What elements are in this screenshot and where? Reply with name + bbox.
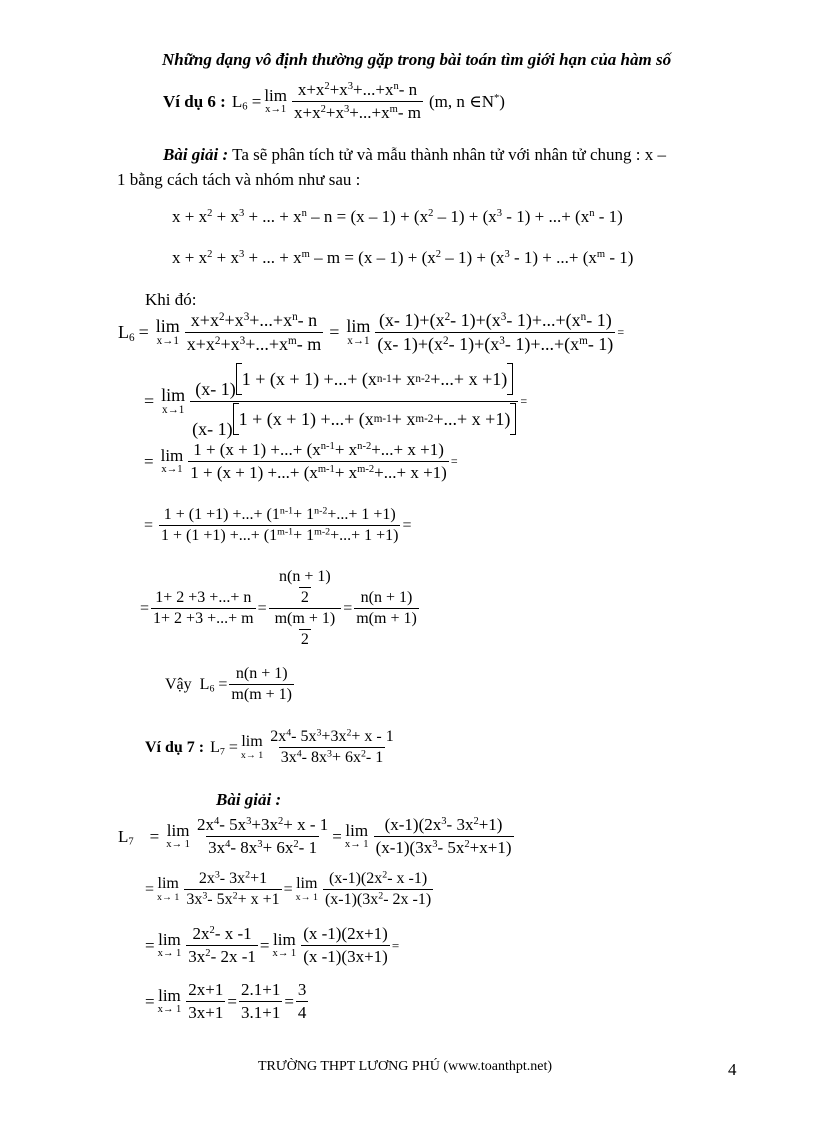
equation-denominator-expansion: $x + x^2 + x^3$ + ... + $x^m - m = (x - 1) + (x^2 - 1) + (x^3 - 1)$ + ...+ $(x^m - 1)$ <box>172 248 634 267</box>
solution-7-label: Bài giải : <box>216 790 282 809</box>
example-6-condition: (m, n ∈N*) <box>429 91 505 111</box>
page-number: 4 <box>728 1060 737 1079</box>
l7-step-2: = lim x→ 1 $\frac{2x^3- 3x^2+1}{3x^3- 5x^2+ x +1}$ = lim x→ 1 $(x-1)(2x^2-$ x -1) $(x-1)(3x^2-$ 2x -1) <box>145 869 432 908</box>
l6-step-4: = $\frac{1 + (1 +1) +...+ (1^{n-1}+ 1^{n-2}+...+ 1 +1)}{1 + (1 +1) +...+ (1^{m-1}+ 1^{m-2}+...+ 1 +1)}$ = <box>144 505 412 544</box>
l7-step-4: = lim x→ 1 $\frac{2x+1}{3x+1}$ = $\frac{2.1+1}{3.1+1}$ = $\frac{3}{4}$ <box>145 980 307 1022</box>
l6-step-5: = $\frac{1+ 2 +3 +...+ n}{1+ 2 +3 +...+ m}$ = $\frac{\frac{n(n + 1)}{2}}{\frac{m(m + 1)}{2}}$ = $\frac{n(n + 1)}{m(m + 1)}$ <box>140 568 417 648</box>
l6-step-2: = lim x→1 (x- 1) 1 + (x + 1) +...+ (x n-1 + x n-2 +...+ x +1) (x- 1) 1 + (x + 1) +...+ (x m-1 + x m-2 +...+ x +1) = <box>140 363 527 440</box>
l7-step-1: $L_7$ = lim x→ 1 $\frac{2x^4- 5x^3+3x^2+ x - 1}{3x^4- 8x^3+ 6x^2- 1}$ = lim x→ 1 $(x-1)(2x^3-$ $3x^2+1$) $(x-1)(3x^3-$ $5x^2+x+1$) <box>118 815 512 857</box>
solution-6-label: Bài giải : <box>163 145 229 164</box>
example-6-label: Ví dụ 6 : <box>163 91 226 111</box>
equation-numerator-expansion: $x + x^2 + x^3$ + ... + $x^n - n = (x - 1) + (x^2 - 1) + (x^3 - 1)$ + ...+ $(x^n - 1)$ <box>172 207 623 226</box>
solution-6-line-1: Bài giải : Ta sẽ phân tích tử và mẫu thành nhân tử với nhân tử chung : x – <box>163 145 667 164</box>
example-7-label: Ví dụ 7 : <box>145 738 205 756</box>
l6-step-1: $L_6$ = lim x→1 $\frac{x+x^2+x^3+...+x^n- n}{x+x^2+x^3+...+x^m- m}$ = lim x→1 $\frac{(x- 1)+(x^2- 1)+(x^3- 1)+...+(x^n- 1)}{(x- 1)+(x^2- 1)+(x^3- 1)+...+(x^m- 1)}$ = <box>118 310 625 354</box>
solution-6-line-2: 1 bằng cách tách và nhóm như sau : <box>117 170 361 189</box>
l7-step-3: = lim x→ 1 $\frac{2x^2- x -1}{3x^2- 2x -1}$ = lim x→ 1 $\frac{(x -1)(2x+1)}{(x -1)(3x+1)}$ = <box>145 924 400 966</box>
page-footer: TRƯỜNG THPT LƯƠNG PHÚ (www.toanthpt.net) <box>258 1059 553 1074</box>
l6-step-3: = lim x→1 $\frac{1 + (x + 1) +...+ (x^{n-1}+ x^{n-2}+...+ x +1)}{1 + (x + 1) +...+ (x^{m-1}+ x^{m-2}+...+ x +1)}$ = <box>144 440 458 482</box>
example-7-statement: Ví dụ 7 : $L_7$ = lim x→ 1 $2x^4-$ $5x^3+3x^2+ x - 1$ $3x^4-$ $8x^3+ 6x^2-$ 1 <box>145 727 394 766</box>
example-6-statement: Ví dụ 6 : $L_6$ = lim x→1 $x+x^2+x^3+...+x^n-$ n $x+x^2+x^3+...+x^m-$ m (m, n ∈N*) <box>163 80 505 122</box>
page-header: Những dạng vô định thường gặp trong bài toán tìm giới hạn của hàm số <box>162 50 672 69</box>
l6-result: Vậy $L_6$ = $\frac{n(n + 1)}{m(m + 1)}$ <box>165 665 292 703</box>
khi-do-text: Khi đó: <box>145 290 197 309</box>
